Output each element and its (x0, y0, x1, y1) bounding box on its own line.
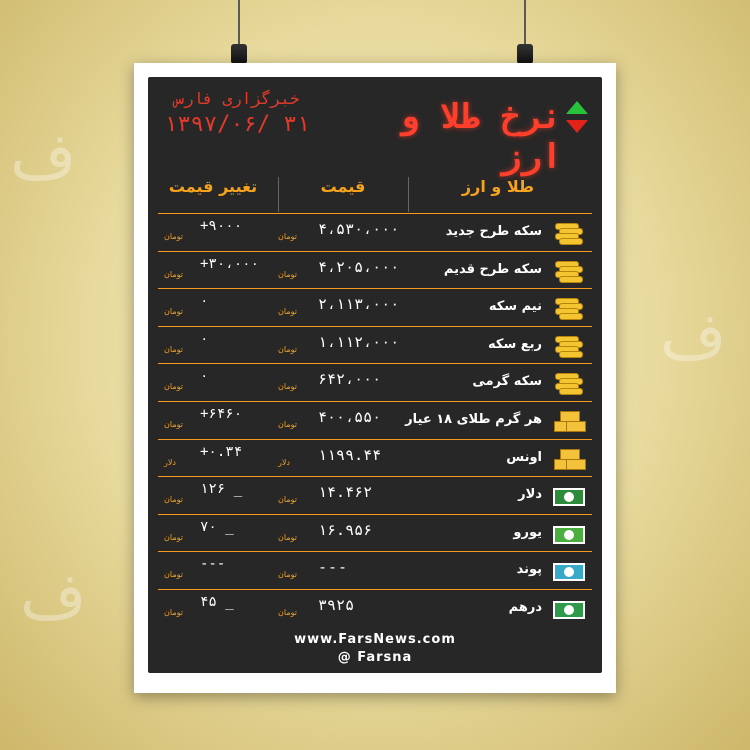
row-change: +۳۰،۰۰۰ (200, 255, 260, 272)
row-name: ربع سکه (488, 336, 542, 352)
row-name: سکه طرح قدیم (443, 261, 542, 277)
header-agency-block (162, 89, 312, 137)
footer-website: www.FarsNews.com (294, 632, 456, 647)
table-row (158, 589, 592, 628)
row-price-unit: تومان (278, 232, 297, 241)
background-watermark-right: ف (660, 300, 727, 374)
up-down-arrows-icon (566, 101, 590, 147)
row-change-unit: تومان (164, 532, 183, 542)
row-change: ۰ (200, 330, 209, 347)
row-name: یورو (513, 524, 542, 540)
dirham-bill-icon (552, 595, 586, 623)
table-row (158, 514, 592, 553)
row-change: ۰ (200, 293, 209, 310)
row-price: ۱،۱۱۲،۰۰۰ (318, 332, 400, 351)
row-price: ۱۱۹۹.۴۴ (318, 445, 382, 464)
pound-bill-icon (552, 557, 586, 585)
table-row (158, 476, 592, 515)
row-price: ۴،۲۰۵،۰۰۰ (318, 257, 400, 276)
coin-stack-icon (552, 294, 586, 322)
row-name: سکه گرمی (472, 374, 542, 390)
poster-frame (134, 63, 616, 693)
row-change-unit: تومان (164, 382, 183, 392)
column-header-change: تغییر قیمت (168, 177, 258, 196)
euro-bill-icon (552, 520, 586, 548)
table-row (158, 213, 592, 252)
row-price: ۶۴۲،۰۰۰ (318, 370, 382, 389)
row-name: سکه طرح جدید (445, 224, 542, 239)
row-price: ۳۹۲۵ (318, 596, 355, 614)
row-price-unit: تومان (278, 608, 297, 617)
board-title: نرخ طلا و ارز (398, 97, 562, 177)
row-change: ۴۵ _ (200, 594, 234, 610)
row-price-unit: تومان (278, 307, 297, 317)
gold-bar-icon (552, 407, 586, 435)
binder-clip-right (517, 44, 533, 64)
price-board (148, 77, 602, 673)
row-price-unit: تومان (278, 532, 297, 542)
row-price-unit: تومان (278, 344, 297, 354)
row-change: +۰.۳۴ (200, 443, 243, 460)
agency-name: خبرگزاری فارس (174, 89, 300, 108)
row-price-unit: تومان (278, 382, 297, 392)
footer (148, 631, 602, 667)
table-row (158, 288, 592, 327)
row-name: اونس (506, 449, 542, 465)
row-change: +۶۴۶۰ (200, 406, 243, 422)
row-change: ۷۰ _ (200, 518, 234, 535)
table-row (158, 251, 592, 290)
hanging-string-right (524, 0, 526, 48)
table-row (158, 551, 592, 590)
row-change-unit: تومان (164, 307, 183, 317)
table-row (158, 401, 592, 440)
row-change-unit: تومان (164, 608, 183, 617)
coin-stack-icon (552, 219, 586, 247)
coin-stack-icon (552, 257, 586, 285)
table-row (158, 363, 592, 402)
row-name: پوند (516, 562, 542, 578)
row-change: ۱۲۶ _ (200, 481, 243, 498)
dollar-bill-icon (552, 482, 586, 510)
row-change-unit: تومان (164, 232, 183, 241)
row-change: --- (200, 556, 226, 573)
footer-handle: @ Farsna (337, 650, 413, 665)
gold-bar-icon (552, 445, 586, 473)
row-change: +۹۰۰۰ (200, 218, 243, 234)
column-header-item: طلا و ارز (461, 177, 535, 196)
binder-clip-left (231, 44, 247, 64)
row-change-unit: تومان (164, 344, 183, 354)
row-name: درهم (508, 600, 542, 615)
row-price: ۱۶.۹۵۶ (318, 520, 373, 539)
row-change-unit: تومان (164, 269, 183, 279)
column-header-price: قیمت (320, 177, 366, 196)
background-watermark-left: ف (10, 120, 77, 194)
row-change-unit: تومان (164, 570, 183, 580)
row-price-unit: تومان (278, 420, 297, 429)
row-change: ۰ (200, 368, 209, 385)
row-change-unit: تومان (164, 420, 183, 429)
down-arrow-icon (566, 120, 588, 133)
row-price-unit: دلار (278, 457, 290, 467)
row-price: ۴،۵۳۰،۰۰۰ (318, 220, 400, 238)
row-price-unit: تومان (278, 570, 297, 580)
coin-stack-icon (552, 332, 586, 360)
row-price: ۴۰۰،۵۵۰ (318, 408, 382, 426)
row-change-unit: دلار (164, 457, 176, 467)
row-change-unit: تومان (164, 495, 183, 505)
row-name: نیم سکه (488, 299, 542, 315)
row-name: هر گرم طلای ۱۸ عیار (405, 412, 542, 427)
up-arrow-icon (566, 101, 588, 114)
row-price: ۱۴.۴۶۲ (318, 483, 373, 502)
table-row (158, 326, 592, 365)
table-row (158, 439, 592, 478)
board-date: ۱۳۹۷/۰۶/ ۳۱ (164, 112, 310, 137)
row-price: --- (318, 558, 349, 577)
hanging-string-left (238, 0, 240, 48)
row-name: دلار (518, 487, 542, 503)
background-watermark-bottom: ف (20, 560, 87, 634)
row-price-unit: تومان (278, 269, 297, 279)
row-price: ۲،۱۱۳،۰۰۰ (318, 295, 400, 314)
coin-stack-icon (552, 369, 586, 397)
row-price-unit: تومان (278, 495, 297, 505)
